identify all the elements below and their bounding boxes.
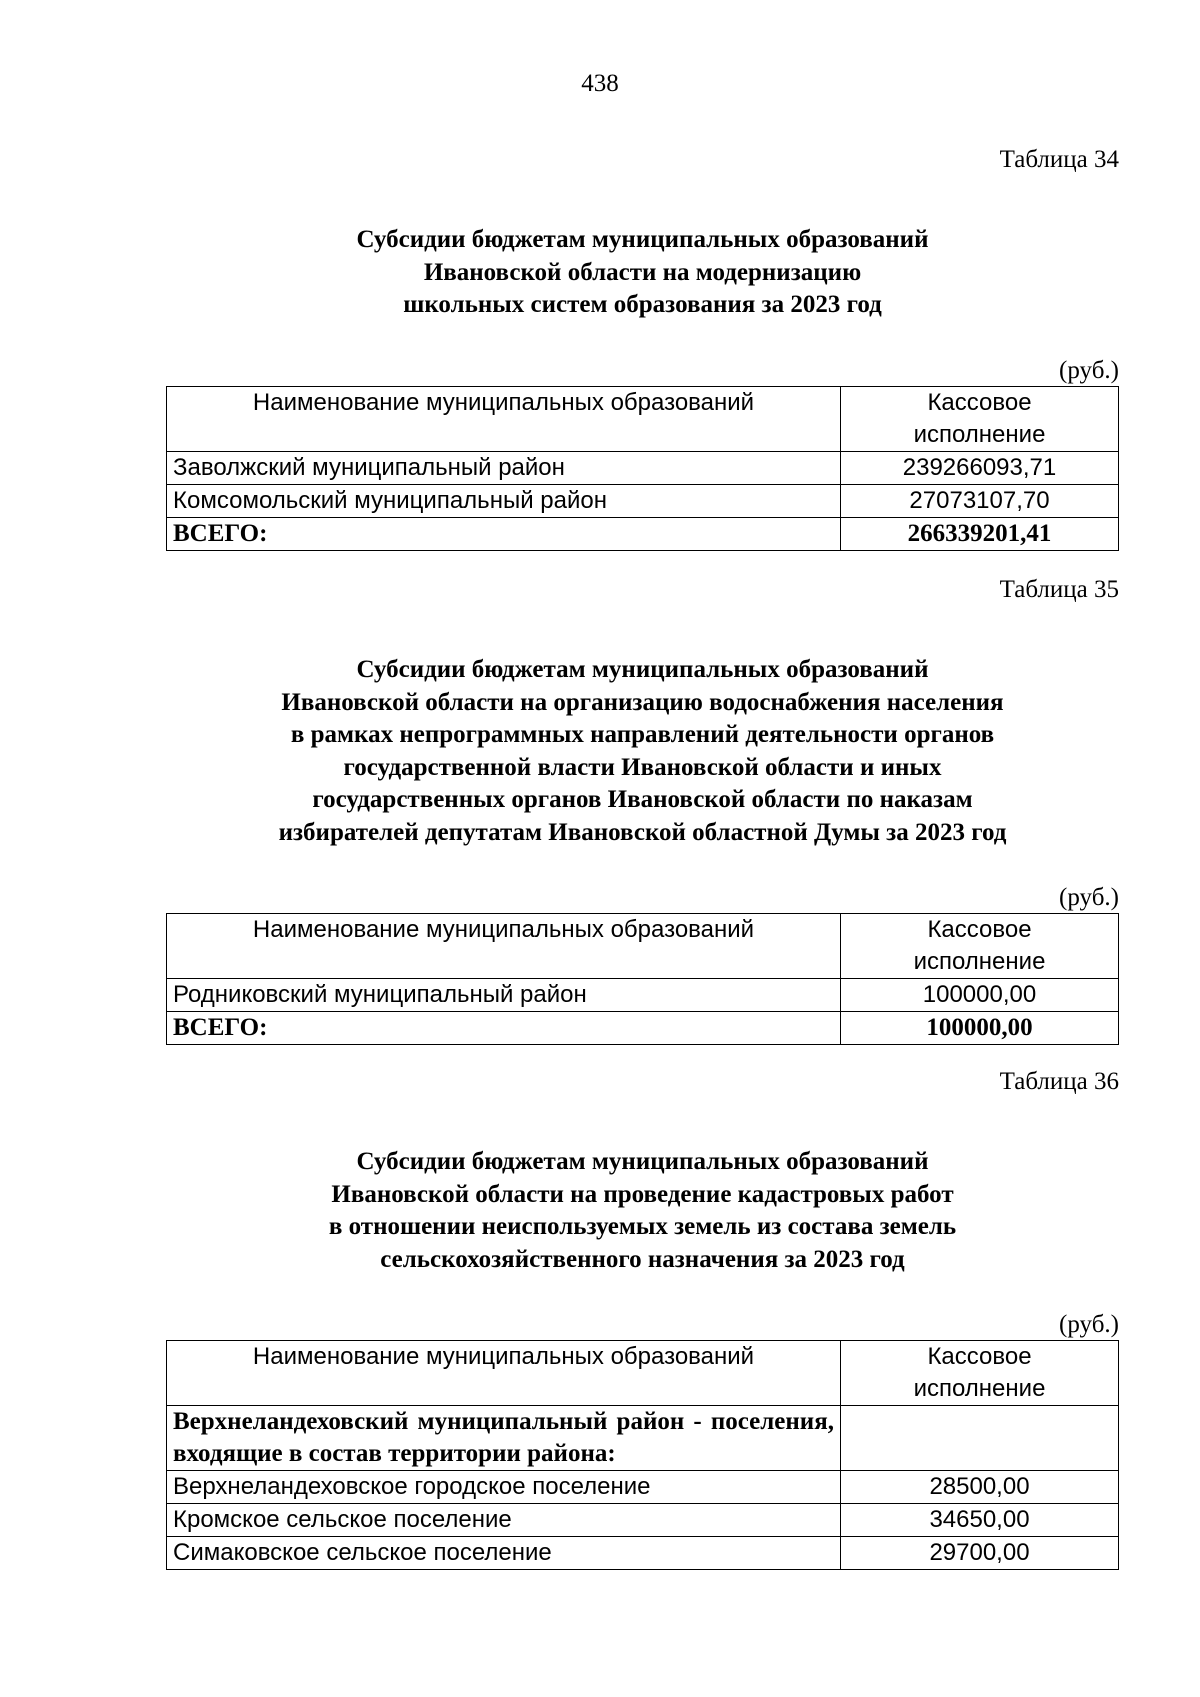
page-number: 438 xyxy=(581,70,619,97)
row-name: Комсомольский муниципальный район xyxy=(167,484,841,517)
table-row xyxy=(167,484,1119,517)
table-label: Таблица 35 xyxy=(999,576,1119,603)
title-line: Субсидии бюджетам муниципальных образований xyxy=(356,656,929,683)
total-row xyxy=(167,1012,1119,1045)
table-35-section xyxy=(166,574,1119,1045)
title-line: Ивановской области на организацию водоснабжения населения xyxy=(281,688,1004,716)
header-line: исполнение xyxy=(913,948,1046,975)
total-label: ВСЕГО: xyxy=(167,1012,841,1045)
title-line: школьных систем образования за 2023 год xyxy=(403,291,882,318)
group-row xyxy=(167,1406,1119,1471)
title-line: в рамках непрограммных направлений деятельности органов xyxy=(290,721,995,748)
units-label: (руб.) xyxy=(1059,356,1119,384)
table-label: Таблица 34 xyxy=(999,146,1119,173)
table-row xyxy=(167,451,1119,484)
row-name: Заволжский муниципальный район xyxy=(167,451,841,484)
total-amount: 100000,00 xyxy=(841,1012,1119,1045)
table-row xyxy=(167,1471,1119,1504)
row-amount: 27073107,70 xyxy=(841,484,1119,517)
units-label: (руб.) xyxy=(1059,1311,1119,1338)
header-line: исполнение xyxy=(913,420,1046,448)
title-line: государственной власти Ивановской области и иных xyxy=(343,753,942,781)
row-amount: 100000,00 xyxy=(841,979,1119,1012)
data-table xyxy=(166,913,1119,1045)
title-line: Субсидии бюджетам муниципальных образований xyxy=(356,1148,929,1175)
column-header-amount xyxy=(841,914,1119,979)
title-line: Ивановской области на проведение кадастровых работ xyxy=(331,1180,954,1208)
column-header-name: Наименование муниципальных образований xyxy=(167,1341,841,1406)
data-table xyxy=(166,1340,1119,1570)
title-line: государственных органов Ивановской области по наказам xyxy=(312,786,973,813)
title-line: сельскохозяйственного назначения за 2023 год xyxy=(380,1245,905,1273)
header-row xyxy=(167,1341,1119,1406)
units-label: (руб.) xyxy=(1059,884,1119,911)
group-amount xyxy=(841,1406,1119,1471)
table-row xyxy=(167,1537,1119,1570)
column-header-name: Наименование муниципальных образований xyxy=(167,914,841,979)
row-name: Симаковское сельское поселение xyxy=(167,1537,841,1570)
row-amount: 29700,00 xyxy=(841,1537,1119,1570)
table-row xyxy=(167,1504,1119,1537)
column-header-name: Наименование муниципальных образований xyxy=(167,386,841,451)
column-header-amount xyxy=(841,386,1119,451)
row-name: Кромское сельское поселение xyxy=(167,1504,841,1537)
total-row xyxy=(167,517,1119,550)
title-line: в отношении неиспользуемых земель из состава земель xyxy=(328,1213,957,1240)
row-amount: 34650,00 xyxy=(841,1504,1119,1537)
row-name: Родниковский муниципальный район xyxy=(167,979,841,1012)
row-amount: 239266093,71 xyxy=(841,451,1119,484)
title-line: избирателей депутатам Ивановской областной Думы за 2023 год xyxy=(278,818,1007,846)
title-line: Субсидии бюджетам муниципальных образований xyxy=(356,226,929,253)
title-line: Ивановской области на модернизацию xyxy=(423,258,862,286)
row-amount: 28500,00 xyxy=(841,1471,1119,1504)
table-label: Таблица 36 xyxy=(999,1068,1119,1095)
total-amount: 266339201,41 xyxy=(841,517,1119,550)
table-title xyxy=(166,654,1119,849)
header-line: исполнение xyxy=(913,1375,1046,1402)
table-title xyxy=(166,1146,1119,1276)
table-row xyxy=(167,979,1119,1012)
row-name: Верхнеландеховское городское поселение xyxy=(167,1471,841,1504)
table-36-section xyxy=(166,1066,1119,1570)
header-row xyxy=(167,386,1119,451)
header-line: Кассовое xyxy=(927,916,1032,943)
header-line: Кассовое xyxy=(927,1343,1032,1370)
table-title xyxy=(166,224,1119,322)
header-line: Кассовое xyxy=(927,388,1032,416)
column-header-amount xyxy=(841,1341,1119,1406)
header-row xyxy=(167,914,1119,979)
total-label: ВСЕГО: xyxy=(167,517,841,550)
data-table xyxy=(166,386,1119,551)
table-34-section xyxy=(166,144,1119,551)
group-name: Верхнеландеховский муниципальный район - поселения, входящие в состав территории района: xyxy=(167,1406,841,1471)
